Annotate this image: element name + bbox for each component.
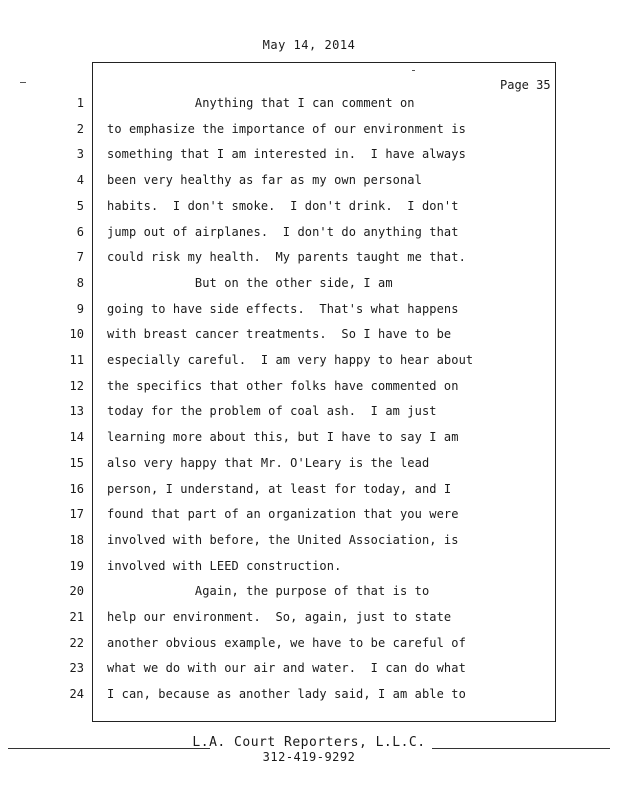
footer-company: L.A. Court Reporters, L.L.C. [192, 735, 426, 750]
line-text: involved with before, the United Association, is [107, 533, 459, 547]
footer-phone: 312-419-9292 [262, 750, 356, 764]
line-text: But on the other side, I am [107, 276, 393, 290]
scan-mark [20, 82, 26, 83]
line-number: 2 [76, 122, 84, 136]
line-text: habits. I don't smoke. I don't drink. I don't [107, 199, 459, 213]
line-number: 6 [76, 225, 84, 239]
line-number: 13 [69, 404, 84, 418]
page-number: Page 35 [500, 78, 551, 92]
line-number: 7 [76, 250, 84, 264]
line-text: help our environment. So, again, just to state [107, 610, 452, 624]
line-number: 22 [69, 636, 84, 650]
line-number: 10 [69, 327, 84, 341]
line-text: could risk my health. My parents taught me that. [107, 250, 466, 264]
line-number: 21 [69, 610, 84, 624]
line-number: 9 [76, 302, 84, 316]
line-number: 17 [69, 507, 84, 521]
line-number: 19 [69, 559, 84, 573]
line-text: I can, because as another lady said, I am able to [107, 687, 466, 701]
line-text: also very happy that Mr. O'Leary is the lead [107, 456, 430, 470]
line-number: 20 [69, 584, 84, 598]
line-text: going to have side effects. That's what happens [107, 302, 459, 316]
line-text: another obvious example, we have to be careful of [107, 636, 466, 650]
line-number: 24 [69, 687, 84, 701]
line-text: the specifics that other folks have commented on [107, 379, 459, 393]
line-number: 11 [69, 353, 84, 367]
line-text: involved with LEED construction. [107, 559, 342, 573]
scan-mark [412, 70, 415, 71]
line-text: something that I am interested in. I have always [107, 147, 466, 161]
line-text: to emphasize the importance of our environment is [107, 122, 466, 136]
line-number: 12 [69, 379, 84, 393]
line-number: 4 [76, 173, 84, 187]
line-number: 14 [69, 430, 84, 444]
line-number: 8 [76, 276, 84, 290]
line-text: jump out of airplanes. I don't do anything that [107, 225, 459, 239]
line-text: found that part of an organization that you were [107, 507, 459, 521]
line-text: been very healthy as far as my own personal [107, 173, 422, 187]
line-text: Anything that I can comment on [107, 96, 415, 110]
line-number: 3 [76, 147, 84, 161]
line-number: 15 [69, 456, 84, 470]
line-text: today for the problem of coal ash. I am just [107, 404, 437, 418]
line-text: what we do with our air and water. I can do what [107, 661, 466, 675]
line-text: person, I understand, at least for today, and I [107, 482, 452, 496]
line-number: 1 [76, 96, 84, 110]
line-text: learning more about this, but I have to say I am [107, 430, 459, 444]
line-text: with breast cancer treatments. So I have to be [107, 327, 452, 341]
header-date: May 14, 2014 [262, 38, 356, 52]
line-text: Again, the purpose of that is to [107, 584, 430, 598]
line-number: 23 [69, 661, 84, 675]
line-number: 5 [76, 199, 84, 213]
line-number: 16 [69, 482, 84, 496]
line-text: especially careful. I am very happy to hear about [107, 353, 474, 367]
line-number: 18 [69, 533, 84, 547]
